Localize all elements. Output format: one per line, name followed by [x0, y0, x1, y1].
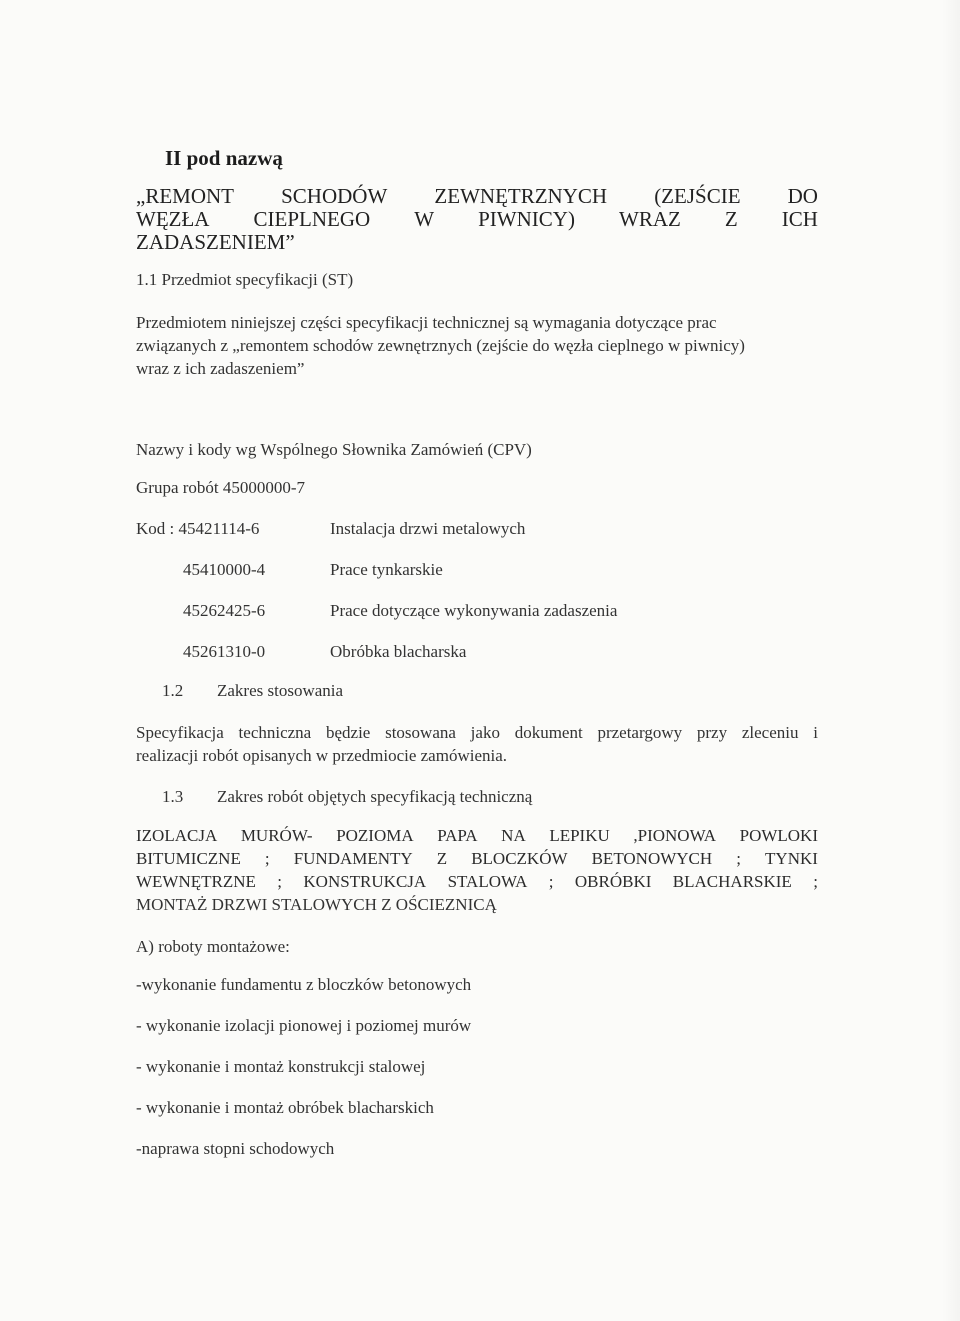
cpv-code: 45262425-6 — [183, 601, 266, 620]
section-1-1-paragraph-line: związanych z „remontem schodów zewnętrznych (zejście do węzła cieplnego w piwnicy) — [136, 336, 745, 355]
cpv-description: Prace dotyczące wykonywania zadaszenia — [330, 601, 618, 620]
scope-caps-line: IZOLACJA MURÓW- POZIOMA PAPA NA LEPIKU ,PIONOWA POWLOKI — [136, 826, 818, 845]
section-1-3-number: 1.3 — [162, 787, 184, 806]
cpv-description: Obróbka blacharska — [330, 642, 467, 661]
document-heading: II pod nazwą — [165, 146, 283, 170]
cpv-heading: Nazwy i kody wg Wspólnego Słownika Zamówień (CPV) — [136, 440, 532, 459]
works-list-item: -naprawa stopni schodowych — [136, 1139, 335, 1158]
section-1-2-number: 1.2 — [162, 681, 184, 700]
works-list-item: - wykonanie i montaż konstrukcji stalowej — [136, 1057, 426, 1076]
section-1-1-paragraph-line: wraz z ich zadaszeniem” — [136, 359, 305, 378]
section-1-2-paragraph-line: Specyfikacja techniczna będzie stosowana jako dokument przetargowy przy zleceniu i — [136, 723, 818, 742]
cpv-code: 45410000-4 — [183, 560, 266, 579]
section-1-2-heading: Zakres stosowania — [217, 681, 344, 700]
cpv-code: Kod : 45421114-6 — [136, 519, 260, 538]
title-line-2: WĘZŁA CIEPLNEGO W PIWNICY) WRAZ Z ICH — [136, 207, 818, 231]
works-list-item: - wykonanie izolacji pionowej i poziomej murów — [136, 1016, 472, 1035]
scan-edge-shadow — [942, 0, 960, 1321]
cpv-description: Prace tynkarskie — [330, 560, 443, 579]
works-list-item: - wykonanie i montaż obróbek blacharskich — [136, 1098, 434, 1117]
section-1-1-paragraph-line: Przedmiotem niniejszej części specyfikacji technicznej są wymagania dotyczące prac — [136, 313, 717, 332]
works-subheading: A) roboty montażowe: — [136, 937, 290, 956]
cpv-code: 45261310-0 — [183, 642, 266, 661]
cpv-group: Grupa robót 45000000-7 — [136, 478, 306, 497]
section-1-1-heading: 1.1 Przedmiot specyfikacji (ST) — [136, 270, 354, 289]
cpv-description: Instalacja drzwi metalowych — [330, 519, 526, 538]
title-line-1: „REMONT SCHODÓW ZEWNĘTRZNYCH (ZEJŚCIE DO — [136, 184, 818, 208]
title-line-3: ZADASZENIEM” — [136, 230, 295, 254]
scope-caps-line: MONTAŻ DRZWI STALOWYCH Z OŚCIEZNICĄ — [136, 895, 497, 914]
scope-caps-line: BITUMICZNE ; FUNDAMENTY Z BLOCZKÓW BETONOWYCH ; TYNKI — [136, 849, 818, 868]
section-1-3-heading: Zakres robót objętych specyfikacją techniczną — [217, 787, 533, 806]
works-list-item: -wykonanie fundamentu z bloczków betonowych — [136, 975, 472, 994]
scope-caps-line: WEWNĘTRZNE ; KONSTRUKCJA STALOWA ; OBRÓBKI BLACHARSKIE ; — [136, 872, 818, 891]
section-1-2-paragraph-line: realizacji robót opisanych w przedmiocie zamówienia. — [136, 746, 508, 765]
